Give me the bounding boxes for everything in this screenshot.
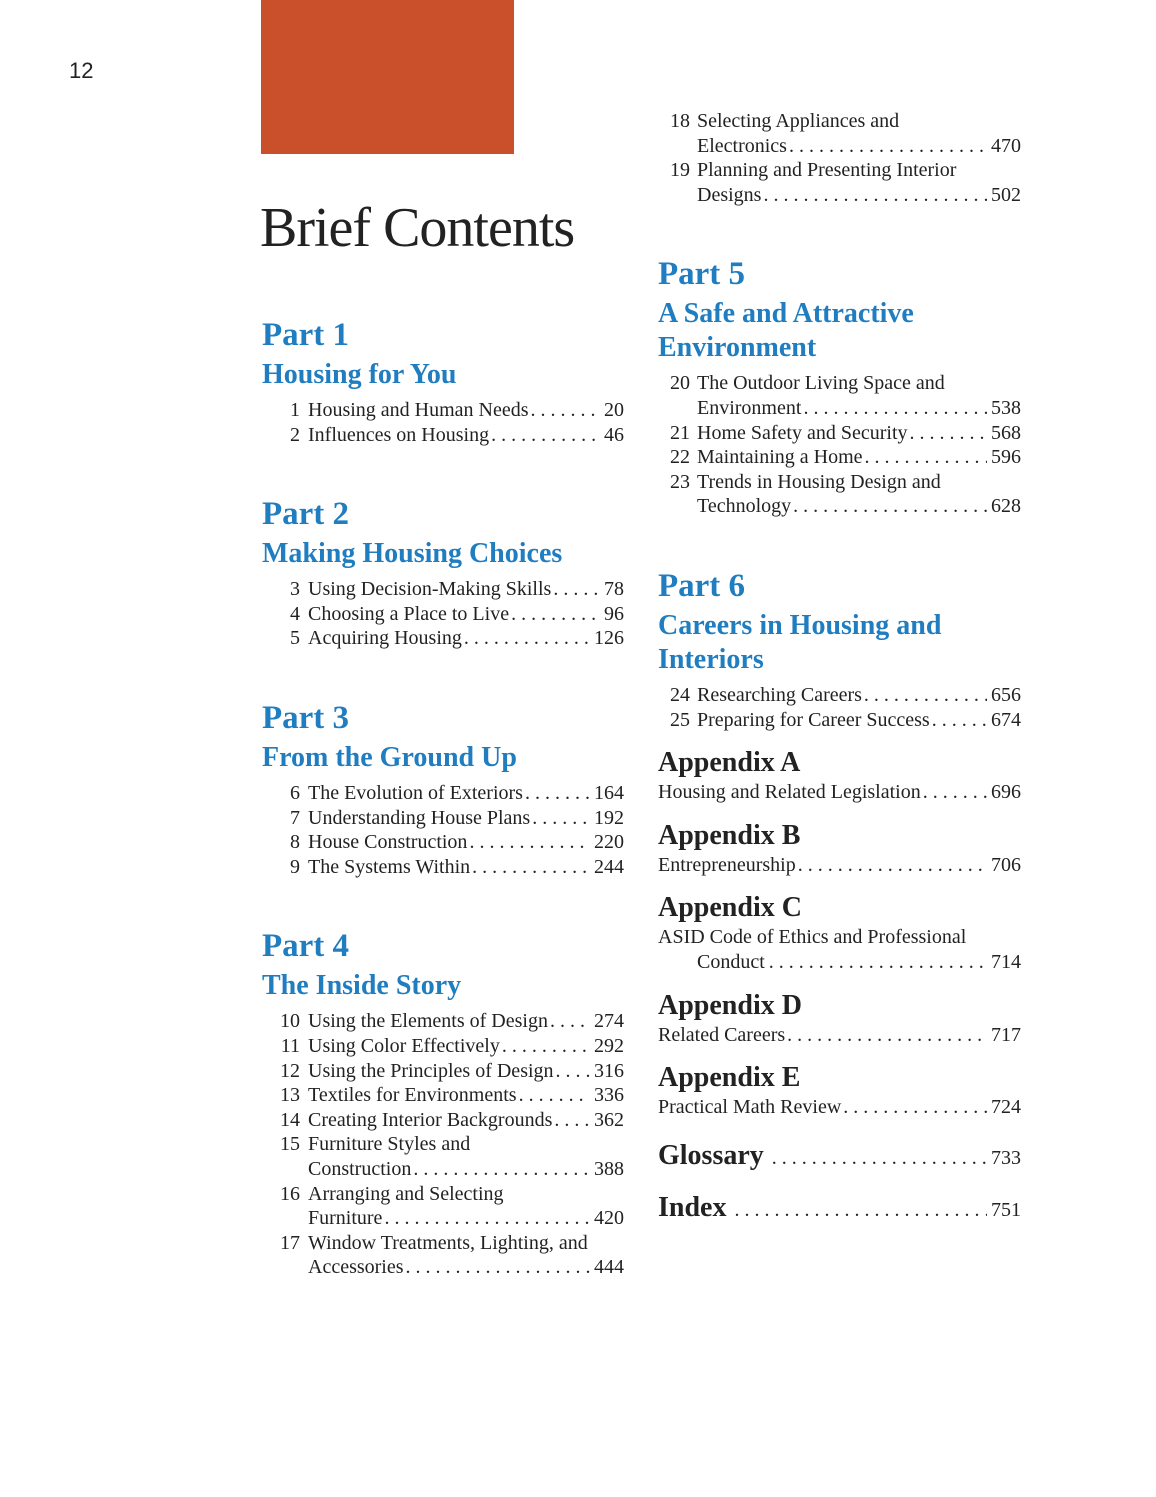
- chapter-title-continued-row: [308, 1206, 624, 1231]
- chapter-page: 78: [604, 578, 624, 601]
- chapter-number: 5: [290, 627, 300, 650]
- chapter-number: 15: [280, 1133, 300, 1156]
- chapter-text: [697, 708, 1021, 733]
- toc-entry[interactable]: [262, 602, 624, 627]
- chapter-text: [697, 109, 1021, 158]
- chapter-title: Influences on Housing: [308, 423, 490, 446]
- page-title: Brief Contents: [260, 197, 575, 259]
- chapter-title: Using the Elements of Design: [308, 1010, 548, 1033]
- chapter-title-continued: Technology: [697, 495, 792, 518]
- chapter-number: 13: [280, 1084, 300, 1107]
- toc-entry[interactable]: [658, 445, 1021, 470]
- dot-leader: [464, 626, 590, 651]
- chapter-title: Trends in Housing Design and: [697, 470, 941, 493]
- dot-leader: [932, 708, 987, 733]
- chapter-number: 19: [670, 159, 690, 182]
- part-name: Careers in Housing and Interiors: [658, 609, 942, 675]
- chapter-number: 14: [280, 1108, 300, 1131]
- chapter-page: 568: [991, 421, 1021, 444]
- part-number: Part 1: [262, 317, 350, 353]
- chapter-number: 17: [280, 1231, 300, 1254]
- chapter-title: Understanding House Plans: [308, 806, 531, 829]
- dot-leader: [798, 853, 987, 878]
- dot-leader: [789, 134, 987, 159]
- appendix-heading: Appendix D: [658, 989, 802, 1021]
- dot-leader: [923, 780, 987, 805]
- chapter-title: House Construction: [308, 831, 468, 854]
- toc-entry[interactable]: [658, 683, 1021, 708]
- toc-entry[interactable]: [658, 421, 1021, 446]
- chapter-page: 192: [594, 806, 624, 829]
- chapter-page: 220: [594, 831, 624, 854]
- chapter-number: 2: [290, 423, 300, 446]
- chapter-title-continued-row: [308, 1157, 624, 1182]
- chapter-text: [308, 1182, 624, 1231]
- chapter-page: 46: [604, 423, 624, 446]
- dot-leader: [550, 1009, 590, 1034]
- toc-entry[interactable]: [262, 1034, 624, 1059]
- chapter-text: [697, 445, 1021, 470]
- chapter-title: Acquiring Housing: [308, 627, 462, 650]
- chapter-page: 470: [991, 134, 1021, 157]
- chapter-title-continued-row: [697, 494, 1021, 519]
- toc-entry[interactable]: [262, 1009, 624, 1034]
- chapter-number: 8: [290, 831, 300, 854]
- toc-entry[interactable]: [262, 1108, 624, 1133]
- dot-leader: [803, 396, 987, 421]
- toc-entry[interactable]: [262, 423, 624, 448]
- chapter-text: [308, 1009, 624, 1034]
- toc-entry[interactable]: [658, 371, 1021, 420]
- index-label: Index: [658, 1191, 727, 1223]
- appendix-title: Entrepreneurship: [658, 853, 796, 876]
- chapter-title: Using the Principles of Design: [308, 1059, 554, 1082]
- chapter-title: Planning and Presenting Interior: [697, 159, 957, 182]
- chapter-title-continued-row: [697, 134, 1021, 159]
- toc-entry[interactable]: [262, 806, 624, 831]
- chapter-title: Using Color Effectively: [308, 1034, 500, 1057]
- toc-entry[interactable]: [262, 1182, 624, 1231]
- chapter-title: The Evolution of Exteriors: [308, 781, 523, 804]
- toc-entry[interactable]: [262, 1132, 624, 1181]
- chapter-number: 1: [290, 399, 300, 421]
- dot-leader: [865, 445, 987, 470]
- dot-leader: [910, 421, 988, 446]
- appendix-title: ASID Code of Ethics and Professional: [658, 926, 967, 949]
- appendix-heading: Appendix B: [658, 819, 801, 851]
- chapter-page: 388: [594, 1157, 624, 1180]
- dot-leader: [469, 830, 590, 855]
- chapter-text: [308, 1059, 624, 1084]
- page-number: 12: [69, 58, 94, 83]
- chapter-title: Window Treatments, Lighting, and: [308, 1231, 588, 1254]
- chapter-title: Selecting Appliances and: [697, 110, 900, 132]
- dot-leader: [734, 1199, 987, 1222]
- chapter-page: 420: [594, 1207, 624, 1230]
- chapter-text: [308, 602, 624, 627]
- part-number: Part 3: [262, 699, 350, 736]
- appendix-page: 724: [991, 1096, 1021, 1119]
- chapter-page: 292: [594, 1034, 624, 1057]
- chapter-title: Creating Interior Backgrounds: [308, 1108, 553, 1131]
- toc-entry[interactable]: [658, 708, 1021, 733]
- chapter-title: Arranging and Selecting: [308, 1182, 504, 1205]
- chapter-number: 24: [670, 683, 690, 706]
- chapter-page: 336: [594, 1084, 624, 1107]
- chapter-text: [697, 470, 1021, 519]
- chapter-number: 9: [290, 855, 300, 878]
- dot-leader: [532, 806, 590, 831]
- appendix-title-continued-row: [658, 950, 1021, 975]
- chapter-title-continued-row: [697, 183, 1021, 208]
- chapter-page: 502: [991, 183, 1021, 206]
- appendix-page: 714: [991, 950, 1021, 973]
- toc-entry[interactable]: [658, 158, 1021, 207]
- dot-leader: [502, 1034, 590, 1059]
- chapter-title: Choosing a Place to Live: [308, 602, 510, 625]
- chapter-title: Maintaining a Home: [697, 446, 863, 469]
- chapter-title-continued: Designs: [697, 183, 762, 206]
- appendix-entry[interactable]: [658, 1095, 1021, 1120]
- chapter-title-continued-row: [308, 1255, 624, 1280]
- dot-leader: [406, 1255, 590, 1280]
- part-name: Housing for You: [262, 359, 457, 390]
- dot-leader: [491, 423, 600, 448]
- chapter-title-continued: Electronics: [697, 134, 787, 157]
- chapter-title-continued: Furniture: [308, 1207, 383, 1230]
- chapter-page: 316: [594, 1059, 624, 1082]
- glossary-label: Glossary: [658, 1139, 764, 1171]
- chapter-text: [308, 577, 624, 602]
- chapter-title: The Outdoor Living Space and: [697, 372, 945, 395]
- chapter-number: 21: [670, 421, 690, 444]
- dot-leader: [531, 398, 600, 423]
- toc-entry[interactable]: [262, 626, 624, 651]
- chapter-text: [308, 806, 624, 831]
- appendix-page: 717: [991, 1023, 1021, 1046]
- chapter-number: 7: [290, 806, 300, 829]
- appendix-heading: Appendix E: [658, 1062, 801, 1094]
- appendix-title: Related Careers: [658, 1023, 786, 1046]
- toc-right-column: [658, 109, 1021, 1224]
- appendix-page: 696: [991, 781, 1021, 804]
- dot-leader: [843, 1095, 987, 1120]
- index-page: 751: [991, 1198, 1021, 1221]
- glossary-entry[interactable]: [658, 1140, 1021, 1172]
- chapter-number: 22: [670, 446, 690, 469]
- toc-left-column: [262, 312, 624, 1280]
- dot-leader: [511, 602, 600, 627]
- dot-leader: [384, 1206, 590, 1231]
- chapter-text: [308, 781, 624, 806]
- chapter-title: Researching Careers: [697, 683, 862, 706]
- part-spacer: [658, 519, 1021, 563]
- dot-leader: [772, 1147, 987, 1170]
- chapter-page: 444: [594, 1256, 624, 1279]
- part-number: Part 6: [658, 567, 746, 604]
- dot-leader: [554, 1108, 590, 1133]
- toc-entry[interactable]: [262, 781, 624, 806]
- chapter-text: [308, 626, 624, 651]
- dot-leader: [787, 1023, 987, 1048]
- chapter-title: The Systems Within: [308, 855, 471, 878]
- chapter-number: 12: [280, 1059, 300, 1082]
- chapter-text: [697, 683, 1021, 708]
- chapter-number: 3: [290, 578, 300, 601]
- dot-leader: [763, 183, 987, 208]
- chapter-text: [308, 423, 624, 448]
- dot-leader: [519, 1083, 590, 1108]
- appendix-entry[interactable]: [658, 780, 1021, 805]
- chapter-title: Using Decision-Making Skills: [308, 578, 552, 601]
- part-name: From the Ground Up: [262, 741, 517, 773]
- dot-leader: [769, 950, 987, 975]
- chapter-page: 274: [594, 1010, 624, 1033]
- appendix-heading: Appendix A: [658, 747, 801, 779]
- chapter-page: 164: [594, 781, 624, 804]
- part-spacer: [262, 879, 624, 923]
- part-number: Part 2: [262, 496, 350, 533]
- chapter-number: 20: [670, 372, 690, 395]
- chapter-text: [697, 421, 1021, 446]
- dot-leader: [472, 855, 590, 880]
- appendix-entry[interactable]: [658, 1023, 1021, 1048]
- chapter-text: [308, 1132, 624, 1181]
- dot-leader: [413, 1157, 590, 1182]
- chapter-number: 11: [280, 1034, 300, 1057]
- dot-leader: [556, 1059, 590, 1084]
- part-spacer: [262, 447, 624, 491]
- chapter-page: 628: [991, 495, 1021, 518]
- dot-leader: [793, 494, 987, 519]
- chapter-text: [308, 1034, 624, 1059]
- chapter-page: 656: [991, 683, 1021, 706]
- chapter-number: 25: [670, 708, 690, 731]
- chapter-text: [697, 158, 1021, 207]
- toc-entry[interactable]: [658, 470, 1021, 519]
- dot-leader: [525, 781, 590, 806]
- chapter-text: [308, 1083, 624, 1108]
- part-name: Making Housing Choices: [262, 538, 563, 570]
- part-name: The Inside Story: [262, 970, 462, 1002]
- chapter-text: [308, 1108, 624, 1133]
- toc-entry[interactable]: [262, 398, 624, 423]
- part-spacer: [262, 651, 624, 695]
- index-entry[interactable]: [658, 1192, 1021, 1224]
- chapter-page: 362: [594, 1108, 624, 1131]
- chapter-title: Home Safety and Security: [697, 421, 908, 444]
- toc-entry[interactable]: [658, 109, 1021, 158]
- chapter-text: [697, 371, 1021, 420]
- chapter-number: 23: [670, 470, 690, 493]
- toc-entry[interactable]: [262, 577, 624, 602]
- chapter-title-continued: Accessories: [308, 1256, 404, 1279]
- dot-leader: [864, 683, 987, 708]
- chapter-title: Textiles for Environments: [308, 1084, 517, 1107]
- chapter-page: 596: [991, 446, 1021, 469]
- appendix-title-continued: Conduct: [697, 950, 765, 973]
- chapter-title: Furniture Styles and: [308, 1133, 471, 1156]
- chapter-text: [308, 1231, 624, 1280]
- part-name: A Safe and Attractive Environment: [658, 298, 914, 364]
- appendix-heading: Appendix C: [658, 892, 802, 924]
- glossary-page: 733: [991, 1146, 1021, 1169]
- chapter-text: [308, 398, 624, 423]
- accent-color-block: [261, 0, 514, 154]
- chapter-page: 244: [594, 855, 624, 878]
- chapter-title-continued-row: [697, 396, 1021, 421]
- appendix-page: 706: [991, 853, 1021, 876]
- chapter-title: Housing and Human Needs: [308, 399, 529, 421]
- chapter-title-continued: Construction: [308, 1157, 412, 1180]
- chapter-text: [308, 830, 624, 855]
- chapter-number: 6: [290, 781, 300, 804]
- part-number: Part 5: [658, 256, 746, 293]
- toc-entry[interactable]: [262, 1083, 624, 1108]
- chapter-number: 18: [670, 110, 690, 132]
- appendix-entry[interactable]: [658, 925, 1021, 974]
- chapter-page: 96: [604, 602, 624, 625]
- appendix-title: Housing and Related Legislation: [658, 781, 921, 804]
- chapter-title-continued: Environment: [697, 396, 802, 419]
- part-spacer: [658, 207, 1021, 251]
- chapter-page: 674: [991, 708, 1021, 731]
- chapter-page: 126: [594, 627, 624, 650]
- chapter-page: 20: [604, 399, 624, 421]
- appendix-entry[interactable]: [658, 853, 1021, 878]
- toc-entry[interactable]: [262, 1231, 624, 1280]
- chapter-number: 16: [280, 1182, 300, 1205]
- chapter-text: [308, 855, 624, 880]
- toc-entry[interactable]: [262, 855, 624, 880]
- dot-leader: [553, 577, 600, 602]
- chapter-title: Preparing for Career Success: [697, 708, 930, 731]
- chapter-page: 538: [991, 396, 1021, 419]
- chapter-number: 4: [290, 602, 300, 625]
- appendix-title: Practical Math Review: [658, 1096, 842, 1119]
- chapter-number: 10: [280, 1010, 300, 1033]
- toc-entry[interactable]: [262, 830, 624, 855]
- part-number: Part 4: [262, 928, 350, 965]
- toc-entry[interactable]: [262, 1059, 624, 1084]
